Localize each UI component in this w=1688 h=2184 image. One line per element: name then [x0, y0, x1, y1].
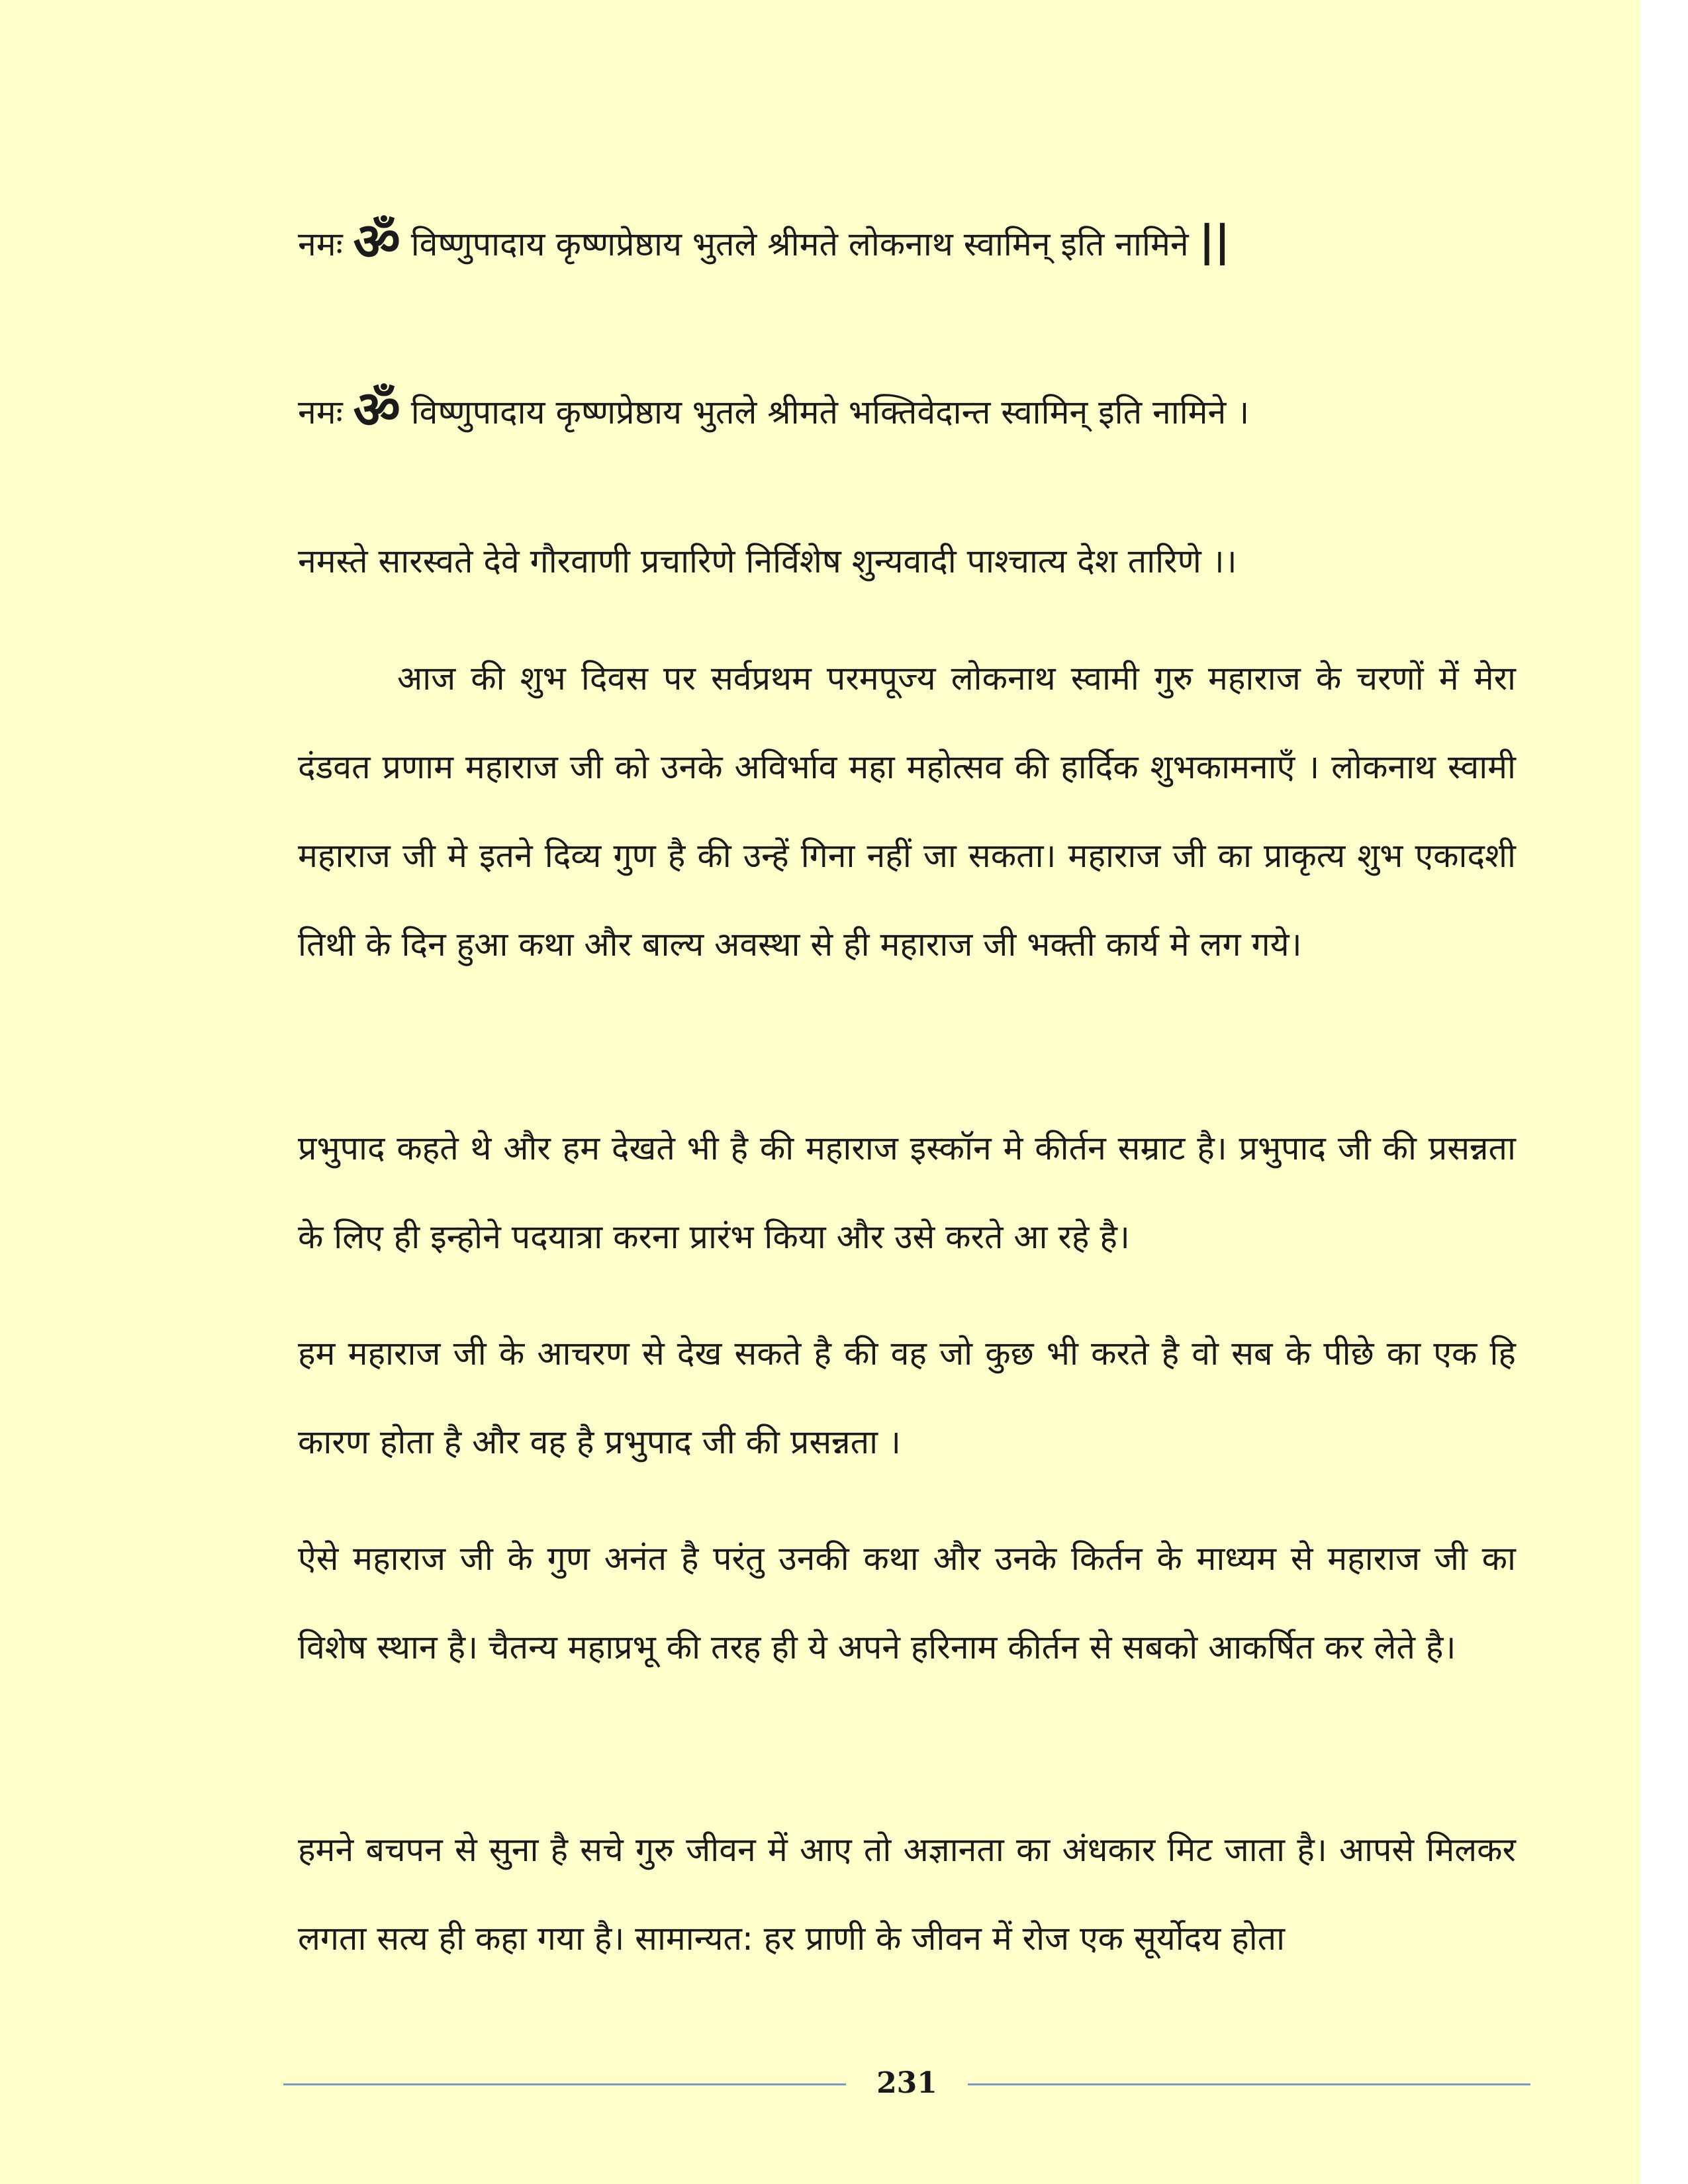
mantra-line-1: [298, 212, 1523, 272]
mantra-text: विष्णुपादाय कृष्णप्रेष्ठाय भुतले श्रीमते लोकनाथ स्वामिन् इति नामिने: [410, 225, 1189, 263]
paragraph-1: आज की शुभ दिवस पर सर्वप्रथम परमपूज्य लोकनाथ स्वामी गुरु महाराज के चरणों में मेरा दंडवत प्रणाम महाराज जी को उनके अविर्भाव महा महोत्सव की हार्दिक शुभकामनाएँ । लोकनाथ स्वामी महाराज जी मे इतने दिव्य गुण है की उन्हें गिना नहीं जा सकता। महाराज जी का प्राकृत्य शुभ एकादशी तिथी के दिन हुआ कथा और बाल्य अवस्था से ही महाराज जी भक्ती कार्य मे लग गये।: [298, 659, 1516, 964]
footer-rule-right: [968, 2083, 1530, 2085]
mantra-text: विष्णुपादाय कृष्णप्रेष्ठाय भुतले श्रीमते भक्तिवेदान्त स्वामिन् इति नामिने ।: [410, 393, 1250, 432]
mantra-prefix: नमः: [298, 225, 343, 263]
mantra-line-3: [298, 535, 1523, 588]
footer-rule-left: [283, 2083, 846, 2085]
paragraph-4: ऐसे महाराज जी के गुण अनंत है परंतु उनकी कथा और उनके किर्तन के माध्यम से महाराज जी का विशेष स्थान है। चैतन्य महाप्रभू की तरह ही ये अपने हरिनाम कीर्तन से सबको आकर्षित कर लेते है।: [298, 1539, 1516, 1666]
mantra-line-2: [298, 381, 1523, 440]
page-number: 231: [876, 2066, 937, 2100]
om-symbol: ॐ: [353, 212, 400, 272]
paragraph-3: हम महाराज जी के आचरण से देख सकते है की वह जो कुछ भी करते है वो सब के पीछे का एक हि कारण होता है और वह है प्रभुपाद जी की प्रसन्नता ।: [298, 1334, 1516, 1461]
mantra-text: नमस्ते सारस्वते देवे गौरवाणी प्रचारिणे निर्विशेष शुन्यवादी पाश्चात्य देश तारिणे ।।: [298, 542, 1237, 580]
paragraph-5: हमने बचपन से सुना है सचे गुरु जीवन में आए तो अज्ञानता का अंधकार मिट जाता है। आपसे मिलकर लगता सत्य ही कहा गया है। सामान्यत: हर प्राणी के जीवन में रोज एक सूर्योदय होता: [298, 1831, 1516, 1958]
double-danda: ||: [1199, 217, 1231, 266]
mantra-prefix: नमः: [298, 393, 343, 432]
paragraph-2: प्रभुपाद कहते थे और हम देखते भी है की महाराज इस्कॉन मे कीर्तन सम्राट है। प्रभुपाद जी की प्रसन्नता के लिए ही इन्होने पदयात्रा करना प्रारंभ किया और उसे करते आ रहे है।: [298, 1129, 1516, 1256]
om-symbol: ॐ: [353, 381, 400, 440]
page-margin: [1640, 0, 1688, 2184]
